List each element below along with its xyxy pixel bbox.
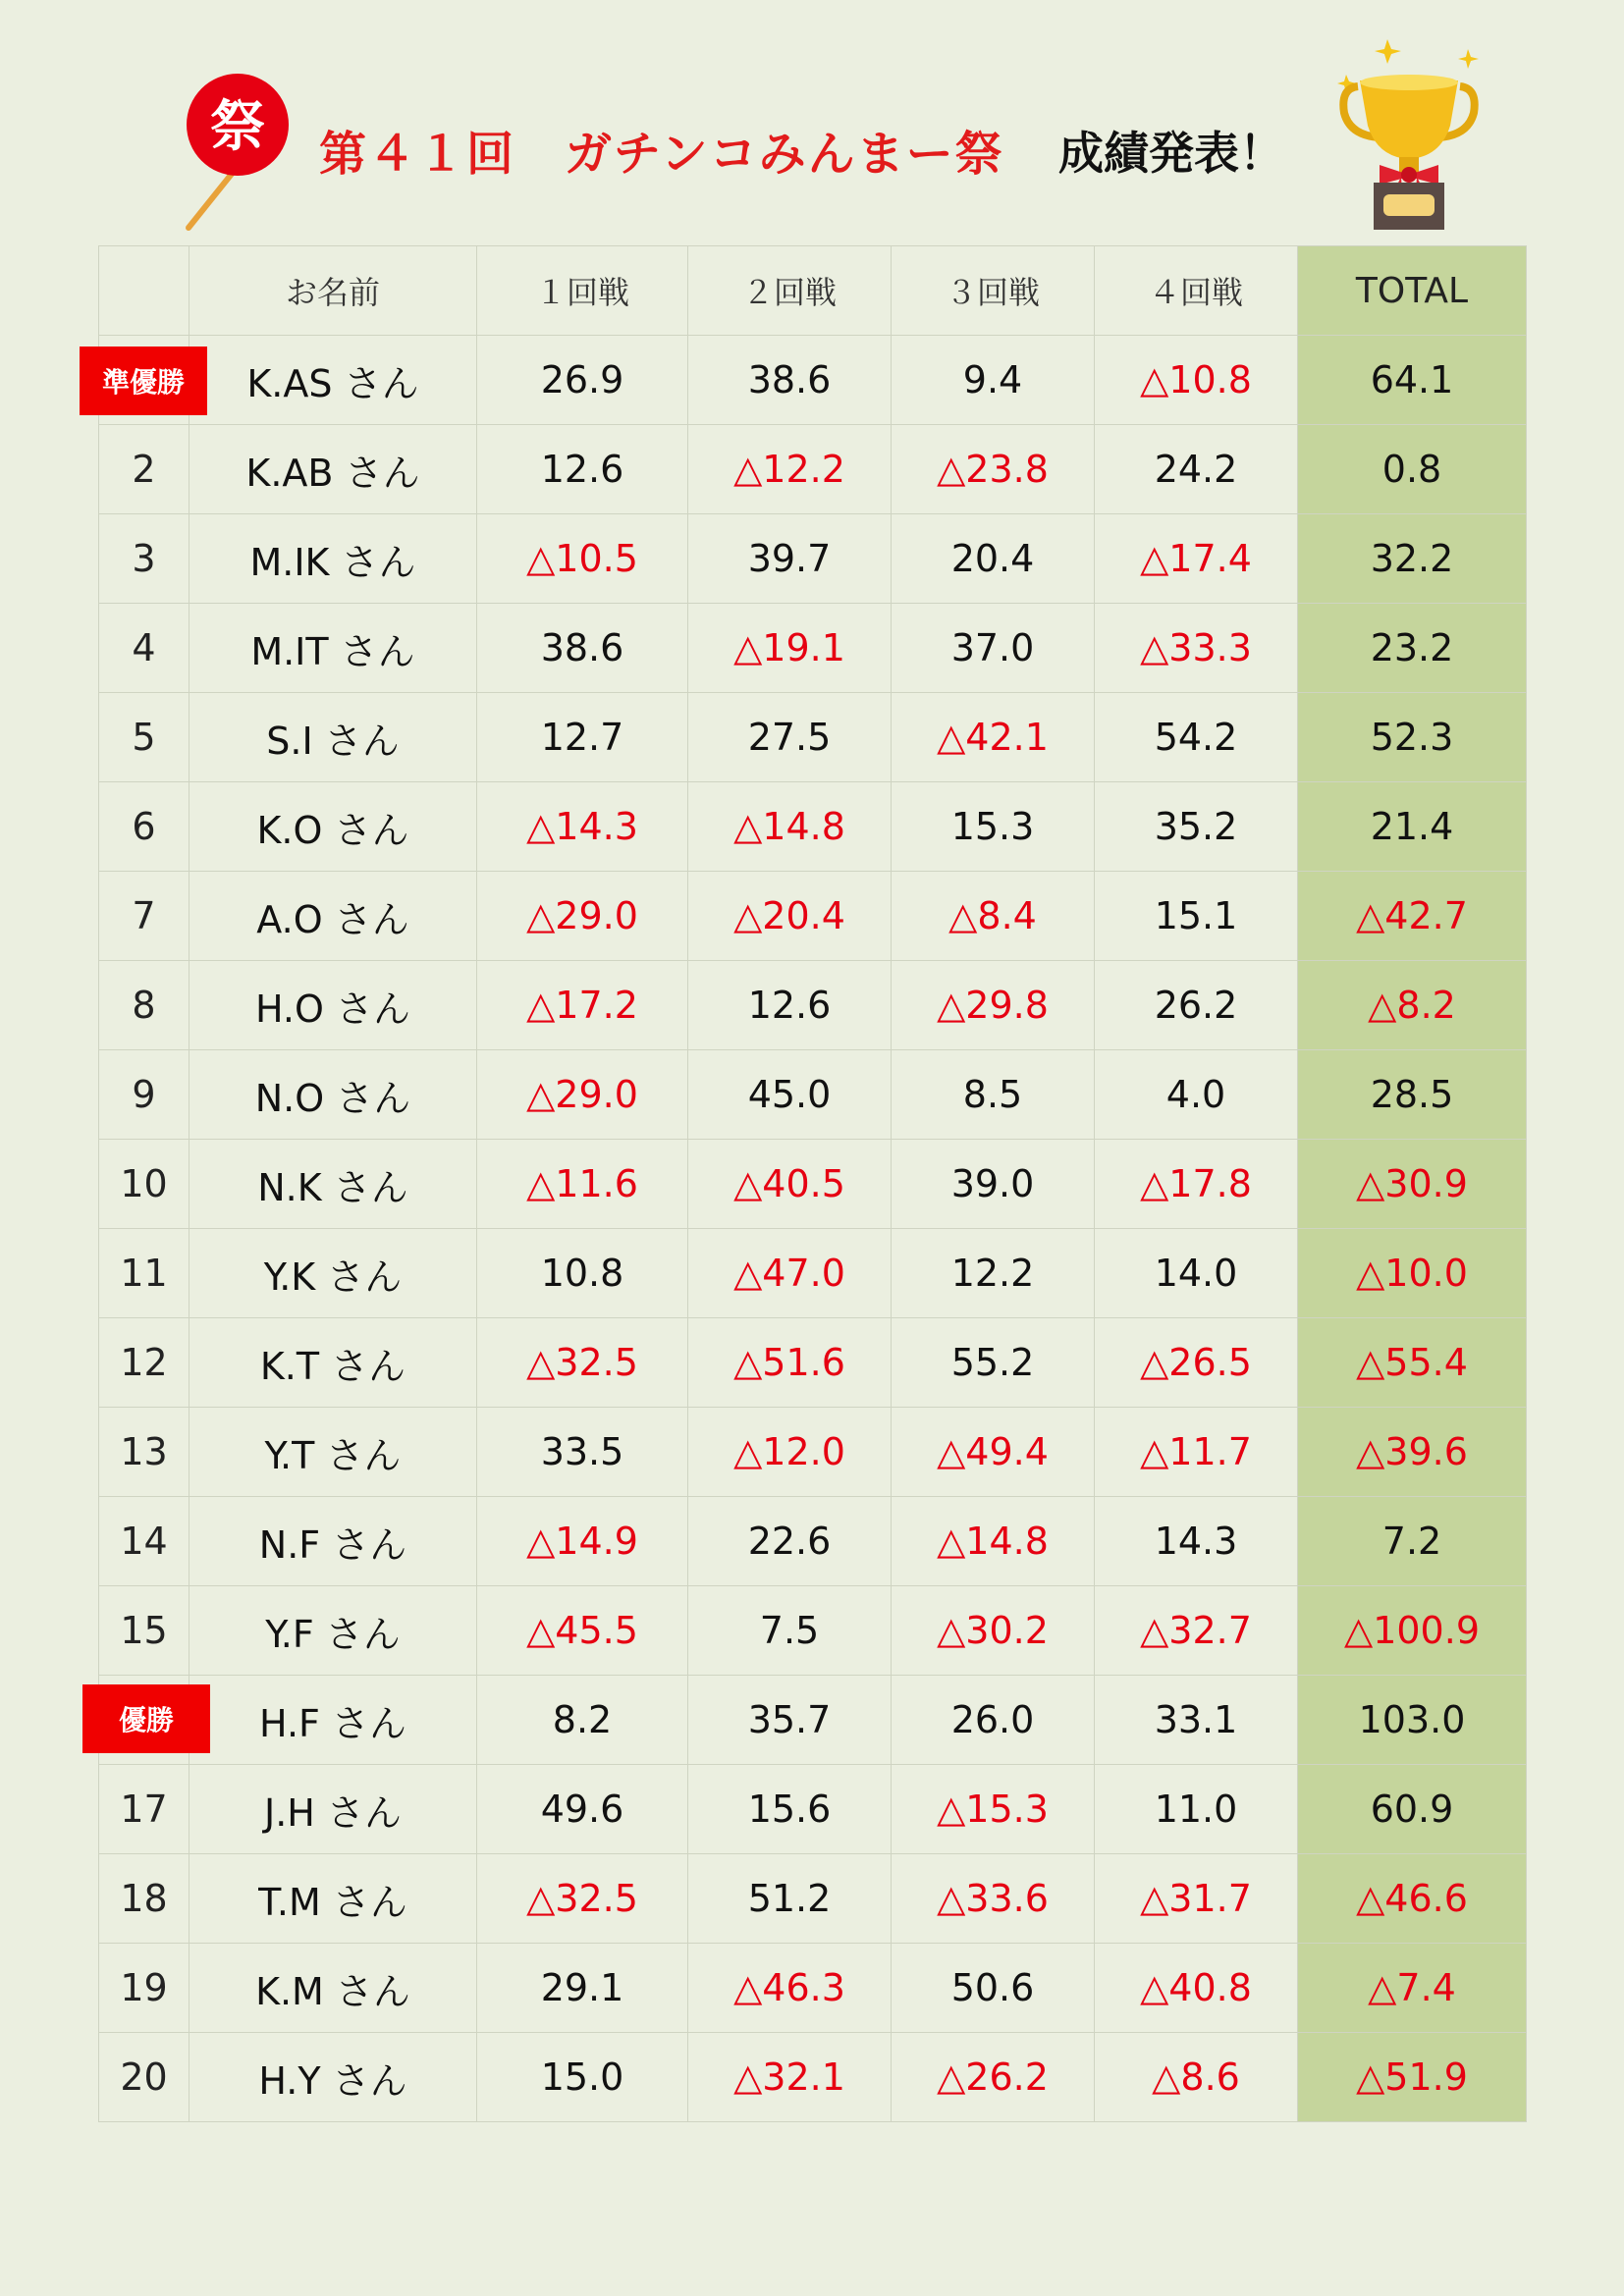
rank-cell: [99, 336, 189, 425]
round-1-score: △11.6: [477, 1140, 688, 1229]
round-4-score: △33.3: [1095, 604, 1298, 693]
player-name: H.F さん: [189, 1676, 477, 1765]
round-1-score: △10.5: [477, 514, 688, 604]
player-name: Y.F さん: [189, 1586, 477, 1676]
player-name: N.F さん: [189, 1497, 477, 1586]
round-3-score: △15.3: [892, 1765, 1095, 1854]
round-3-score: △23.8: [892, 425, 1095, 514]
total-score: △100.9: [1298, 1586, 1527, 1676]
round-1-score: △17.2: [477, 961, 688, 1050]
round-3-score: △42.1: [892, 693, 1095, 782]
rank-cell: 13: [99, 1408, 189, 1497]
round-3-score: 55.2: [892, 1318, 1095, 1408]
round-1-score: △14.9: [477, 1497, 688, 1586]
table-row: [99, 2033, 1527, 2122]
rank-cell: 5: [99, 693, 189, 782]
player-name: N.K さん: [189, 1140, 477, 1229]
round-3-score: △33.6: [892, 1854, 1095, 1944]
page-header: [0, 0, 1624, 245]
round-1-score: 38.6: [477, 604, 688, 693]
round-3-score: 12.2: [892, 1229, 1095, 1318]
total-score: △42.7: [1298, 872, 1527, 961]
round-1-score: △45.5: [477, 1586, 688, 1676]
table-body: [99, 336, 1527, 2122]
round-1-score: 49.6: [477, 1765, 688, 1854]
table-row: [99, 782, 1527, 872]
player-name: M.IK さん: [189, 514, 477, 604]
total-score: 103.0: [1298, 1676, 1527, 1765]
player-name: K.T さん: [189, 1318, 477, 1408]
rank-cell: 8: [99, 961, 189, 1050]
round-2-score: △32.1: [688, 2033, 892, 2122]
round-1-score: △14.3: [477, 782, 688, 872]
round-1-score: 26.9: [477, 336, 688, 425]
round-2-score: △47.0: [688, 1229, 892, 1318]
column-header-round-2: ２回戦: [688, 246, 892, 336]
round-3-score: 39.0: [892, 1140, 1095, 1229]
round-3-score: △49.4: [892, 1408, 1095, 1497]
player-name: K.O さん: [189, 782, 477, 872]
page-title: 第４１回 ガチンコみんまー祭: [319, 127, 1004, 182]
table-row: [99, 1497, 1527, 1586]
rank-cell: 4: [99, 604, 189, 693]
round-2-score: △40.5: [688, 1140, 892, 1229]
table-row: [99, 1765, 1527, 1854]
round-4-score: 35.2: [1095, 782, 1298, 872]
winner-badge: 優勝: [82, 1684, 210, 1753]
round-4-score: △10.8: [1095, 336, 1298, 425]
table-row: [99, 514, 1527, 604]
trophy-icon: [1330, 20, 1488, 236]
uchiwa-fan-icon: [167, 71, 304, 238]
player-name: M.IT さん: [189, 604, 477, 693]
rank-cell: 20: [99, 2033, 189, 2122]
round-1-score: 10.8: [477, 1229, 688, 1318]
round-2-score: 22.6: [688, 1497, 892, 1586]
round-3-score: △30.2: [892, 1586, 1095, 1676]
round-2-score: 35.7: [688, 1676, 892, 1765]
round-4-score: △17.8: [1095, 1140, 1298, 1229]
total-score: 32.2: [1298, 514, 1527, 604]
player-name: Y.K さん: [189, 1229, 477, 1318]
round-1-score: 29.1: [477, 1944, 688, 2033]
round-2-score: △14.8: [688, 782, 892, 872]
round-1-score: △32.5: [477, 1318, 688, 1408]
round-2-score: 38.6: [688, 336, 892, 425]
rank-cell: 10: [99, 1140, 189, 1229]
round-1-score: △29.0: [477, 872, 688, 961]
round-3-score: 26.0: [892, 1676, 1095, 1765]
round-4-score: 14.3: [1095, 1497, 1298, 1586]
rank-cell: 11: [99, 1229, 189, 1318]
player-name: N.O さん: [189, 1050, 477, 1140]
rank-cell: 3: [99, 514, 189, 604]
round-3-score: △8.4: [892, 872, 1095, 961]
round-1-score: 12.7: [477, 693, 688, 782]
round-3-score: 15.3: [892, 782, 1095, 872]
total-score: △30.9: [1298, 1140, 1527, 1229]
player-name: K.AS さん: [189, 336, 477, 425]
round-2-score: 39.7: [688, 514, 892, 604]
table-row: [99, 1854, 1527, 1944]
player-name: H.Y さん: [189, 2033, 477, 2122]
round-1-score: △29.0: [477, 1050, 688, 1140]
rank-cell: 19: [99, 1944, 189, 2033]
table-row: [99, 425, 1527, 514]
player-name: S.I さん: [189, 693, 477, 782]
round-1-score: 12.6: [477, 425, 688, 514]
total-score: 0.8: [1298, 425, 1527, 514]
round-4-score: 4.0: [1095, 1050, 1298, 1140]
round-1-score: 33.5: [477, 1408, 688, 1497]
table-header-row: [99, 246, 1527, 336]
total-score: △55.4: [1298, 1318, 1527, 1408]
round-4-score: 15.1: [1095, 872, 1298, 961]
total-score: 60.9: [1298, 1765, 1527, 1854]
round-4-score: △26.5: [1095, 1318, 1298, 1408]
player-name: A.O さん: [189, 872, 477, 961]
rank-cell: 15: [99, 1586, 189, 1676]
total-score: △7.4: [1298, 1944, 1527, 2033]
results-table: [98, 245, 1527, 2122]
rank-cell: 9: [99, 1050, 189, 1140]
rank-cell: 18: [99, 1854, 189, 1944]
round-4-score: △8.6: [1095, 2033, 1298, 2122]
round-2-score: △12.0: [688, 1408, 892, 1497]
table-row: [99, 1676, 1527, 1765]
fan-char: 祭: [210, 95, 265, 159]
table-row: [99, 693, 1527, 782]
total-score: 21.4: [1298, 782, 1527, 872]
player-name: K.M さん: [189, 1944, 477, 2033]
round-1-score: 8.2: [477, 1676, 688, 1765]
player-name: J.H さん: [189, 1765, 477, 1854]
rank-cell: 12: [99, 1318, 189, 1408]
table-row: [99, 1318, 1527, 1408]
column-header-total: TOTAL: [1298, 246, 1527, 336]
total-score: 64.1: [1298, 336, 1527, 425]
player-name: T.M さん: [189, 1854, 477, 1944]
table-row: [99, 961, 1527, 1050]
round-1-score: 15.0: [477, 2033, 688, 2122]
winner-badge: 準優勝: [80, 347, 207, 415]
total-score: △39.6: [1298, 1408, 1527, 1497]
player-name: Y.T さん: [189, 1408, 477, 1497]
round-2-score: △46.3: [688, 1944, 892, 2033]
total-score: △10.0: [1298, 1229, 1527, 1318]
player-name: K.AB さん: [189, 425, 477, 514]
round-4-score: △40.8: [1095, 1944, 1298, 2033]
rank-cell: 7: [99, 872, 189, 961]
column-header-round-1: １回戦: [477, 246, 688, 336]
round-4-score: 14.0: [1095, 1229, 1298, 1318]
round-1-score: △32.5: [477, 1854, 688, 1944]
total-score: 52.3: [1298, 693, 1527, 782]
table-row: [99, 604, 1527, 693]
column-header-name: お名前: [189, 246, 477, 336]
round-2-score: △12.2: [688, 425, 892, 514]
round-2-score: 12.6: [688, 961, 892, 1050]
round-4-score: 11.0: [1095, 1765, 1298, 1854]
round-2-score: 27.5: [688, 693, 892, 782]
table-row: [99, 1229, 1527, 1318]
round-4-score: 33.1: [1095, 1676, 1298, 1765]
rank-cell: 2: [99, 425, 189, 514]
column-header-round-3: ３回戦: [892, 246, 1095, 336]
round-3-score: 20.4: [892, 514, 1095, 604]
round-4-score: △32.7: [1095, 1586, 1298, 1676]
round-4-score: 24.2: [1095, 425, 1298, 514]
table-row: [99, 1944, 1527, 2033]
round-2-score: 7.5: [688, 1586, 892, 1676]
total-score: 7.2: [1298, 1497, 1527, 1586]
total-score: 23.2: [1298, 604, 1527, 693]
table-row: [99, 1050, 1527, 1140]
round-2-score: △20.4: [688, 872, 892, 961]
table-row: [99, 1140, 1527, 1229]
round-3-score: 9.4: [892, 336, 1095, 425]
rank-cell: 14: [99, 1497, 189, 1586]
round-3-score: 50.6: [892, 1944, 1095, 2033]
total-score: △46.6: [1298, 1854, 1527, 1944]
round-3-score: △29.8: [892, 961, 1095, 1050]
round-2-score: △19.1: [688, 604, 892, 693]
table-row: [99, 872, 1527, 961]
page-subtitle: 成績発表！: [1058, 127, 1284, 180]
round-3-score: 8.5: [892, 1050, 1095, 1140]
rank-cell: 17: [99, 1765, 189, 1854]
round-4-score: △11.7: [1095, 1408, 1298, 1497]
column-header-round-4: ４回戦: [1095, 246, 1298, 336]
round-2-score: 45.0: [688, 1050, 892, 1140]
round-2-score: △51.6: [688, 1318, 892, 1408]
rank-cell: 6: [99, 782, 189, 872]
round-4-score: 54.2: [1095, 693, 1298, 782]
total-score: 28.5: [1298, 1050, 1527, 1140]
table-row: [99, 336, 1527, 425]
round-3-score: 37.0: [892, 604, 1095, 693]
round-4-score: △17.4: [1095, 514, 1298, 604]
round-2-score: 15.6: [688, 1765, 892, 1854]
total-score: △8.2: [1298, 961, 1527, 1050]
round-2-score: 51.2: [688, 1854, 892, 1944]
total-score: △51.9: [1298, 2033, 1527, 2122]
table-row: [99, 1586, 1527, 1676]
rank-cell: [99, 1676, 189, 1765]
round-3-score: △14.8: [892, 1497, 1095, 1586]
table-row: [99, 1408, 1527, 1497]
round-4-score: 26.2: [1095, 961, 1298, 1050]
column-header-rank: [99, 246, 189, 336]
round-3-score: △26.2: [892, 2033, 1095, 2122]
round-4-score: △31.7: [1095, 1854, 1298, 1944]
player-name: H.O さん: [189, 961, 477, 1050]
